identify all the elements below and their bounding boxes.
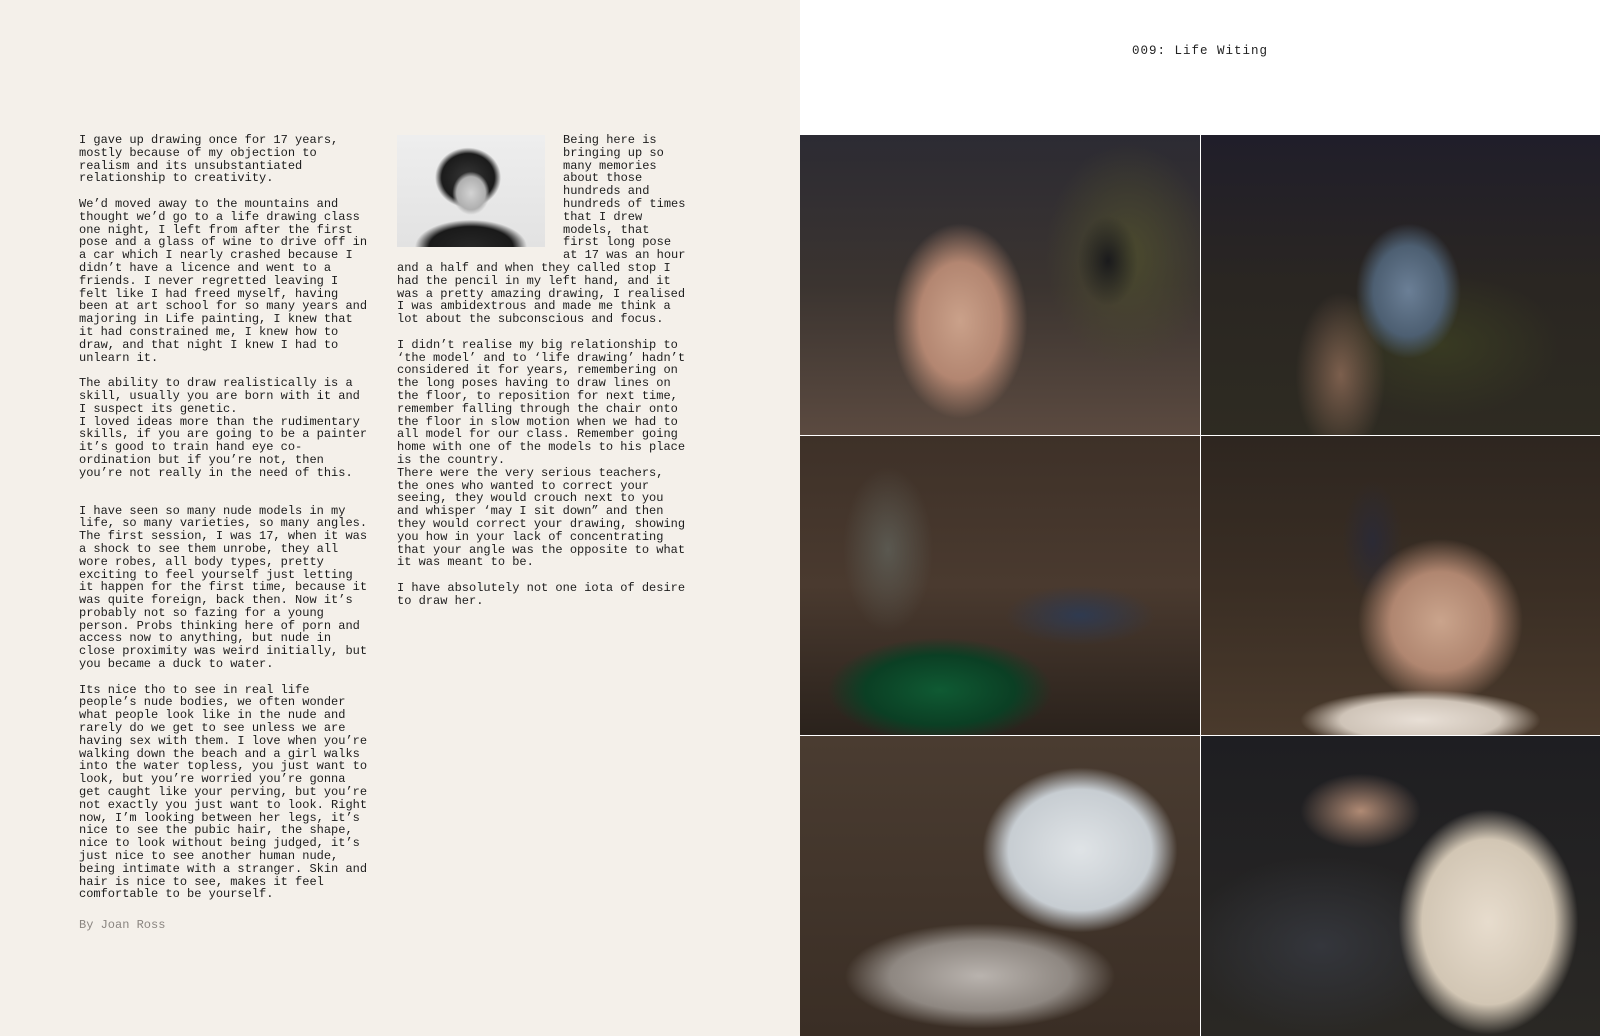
photo-laptop-typing [800, 736, 1200, 1036]
right-page [800, 0, 1600, 1036]
byline: By Joan Ross [79, 918, 166, 932]
paragraph: The ability to draw realistically is a skill, usually you are born with it and I suspect its genetic. I loved ideas more than the rudimentary skills, if you are going to be a painter it’s good to train hand eye co-ordination but if you’re not, then you’re not really in the need of this. [79, 376, 368, 480]
paragraph: I didn’t realise my big relationship to ‘the model’ and to ‘life drawing’ hadn’t considered it for years, remembering on the long poses having to draw lines on the floor, to reposition for next time, remember falling through the chair onto the floor in slow motion when we had to all model for our class. Remember going home with one of the models to his place is the country. There were the very serious teachers, the ones who wanted to correct your seeing, they would crouch next to you and whisper ‘may I sit down” and then they would correct your drawing, showing you how in your lack of concentrating that your angle was the opposite to what it was meant to be. [397, 337, 686, 570]
section-title: 009: Life Witing [1131, 44, 1269, 58]
paragraph: We’d moved away to the mountains and thought we’d go to a life drawing class one night, I left from after the first pose and a glass of wine to drive off in a car which I nearly crashed because I didn’t have a licence and went to a friends. I never regretted leaving I felt like I had freed myself, having been at art school for so many years and majoring in Life painting, I knew that it had constrained me, I knew how to draw, and that night I knew I had to unlearn it. [79, 196, 368, 365]
paragraph: Being here is bringing up so many memories about those hundreds and hundreds of times that I drew models, that first long pose at 17 was an hour and a half and when they called stop I had the pencil in my left hand, and it was a pretty amazing drawing, I realised I was ambidextrous and made me think a lot about the subconscious and focus. [397, 133, 686, 327]
author-portrait-photo [397, 135, 545, 247]
photo-model-on-rug [1201, 436, 1600, 735]
paragraph: I gave up drawing once for 17 years, mostly because of my objection to realism and its unsubstantiated relationship to creativity. [79, 133, 339, 186]
photo-woman-green-chair [800, 436, 1200, 735]
paragraph: I have seen so many nude models in my life, so many varieties, so many angles. The first session, I was 17, when it was a shock to see them unrobe, they all wore robes, all body types, pretty exciting to feel yourself just letting it happen for the first time, because it was quite foreign, back then. Now it’s probably not so fazing for a young person. Probs thinking here of porn and access now to anything, but nude in close proximity was weird initially, but you became a duck to water. [79, 503, 368, 672]
text-column-left [79, 134, 369, 914]
paragraph: I have absolutely not one iota of desire to draw her. [397, 580, 686, 608]
photo-seated-model [800, 135, 1200, 435]
text-column-right [397, 134, 687, 620]
photo-woman-laptop [1201, 135, 1600, 435]
photo-notebook-writing [1201, 736, 1600, 1036]
paragraph: Its nice tho to see in real life people’s nude bodies, we often wonder what people look like in the nude and rarely do we get to see unless we are having sex with them. I love when you’re walking down the beach and a girl walks into the water topless, you just want to look, but you’re worried you’re gonna get caught like your perving, but you’re not exactly you just want to look. Right now, I’m looking between her legs, it’s nice to see the pubic hair, the shape, nice to look without being judged, it’s just nice to see another human nude, being intimate with a stranger. Skin and hair is nice to see, makes it feel comfortable to be yourself. [79, 682, 368, 902]
photo-grid [800, 135, 1600, 1036]
